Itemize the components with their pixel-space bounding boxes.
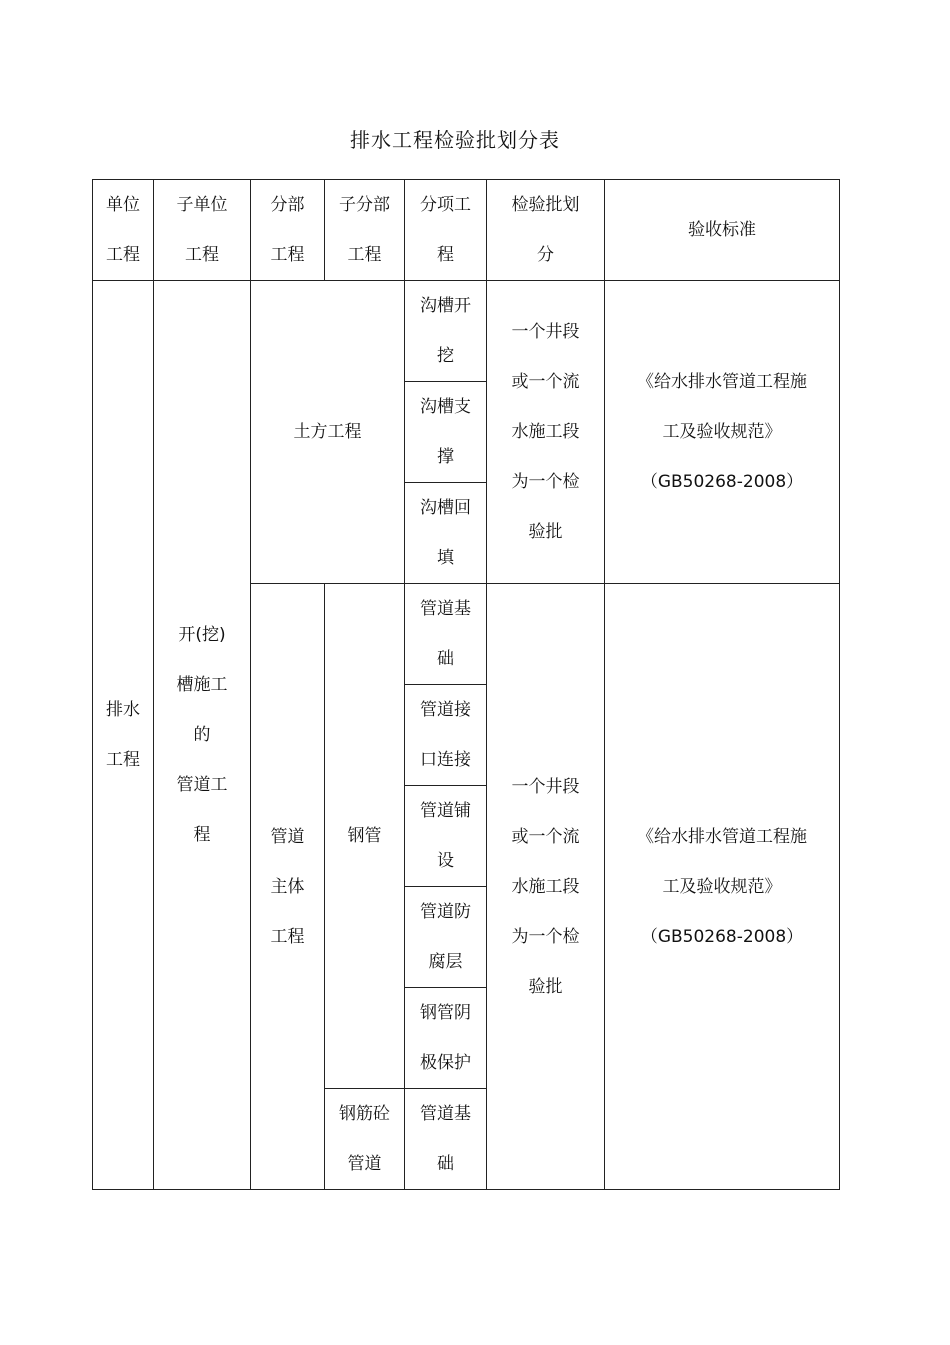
cell-item: 管道基 础 [405,1089,487,1190]
header-item: 分项工 程 [405,180,487,281]
cell-item: 管道接 口连接 [405,685,487,786]
cell-pipe-division: 管道 主体 工程 [251,584,325,1190]
table-row [93,281,840,382]
cell-item: 沟槽回 填 [405,483,487,584]
header-standard: 验收标准 [605,180,840,281]
cell-steel-subdivision: 钢管 [325,584,405,1089]
cell-unit: 排水 工程 [93,281,154,1190]
cell-pipe-standard: 《给水排水管道工程施 工及验收规范》 （GB50268-2008） [605,584,840,1190]
cell-earthwork-batch: 一个井段 或一个流 水施工段 为一个检 验批 [487,281,605,584]
header-division: 分部 工程 [251,180,325,281]
inspection-batch-table [92,179,840,1190]
header-row [93,180,840,281]
header-subunit: 子单位 工程 [154,180,251,281]
page-title: 排水工程检验批划分表 [350,128,560,152]
cell-item: 沟槽开 挖 [405,281,487,382]
cell-item: 沟槽支 撑 [405,382,487,483]
cell-item: 钢管阴 极保护 [405,988,487,1089]
cell-item: 管道基 础 [405,584,487,685]
cell-earthwork-division: 土方工程 [251,281,405,584]
cell-pipe-batch: 一个井段 或一个流 水施工段 为一个检 验批 [487,584,605,1190]
header-unit: 单位 工程 [93,180,154,281]
cell-item: 管道防 腐层 [405,887,487,988]
cell-earthwork-standard: 《给水排水管道工程施 工及验收规范》 （GB50268-2008） [605,281,840,584]
cell-item: 管道铺 设 [405,786,487,887]
header-batch: 检验批划 分 [487,180,605,281]
cell-subunit: 开(挖) 槽施工 的 管道工 程 [154,281,251,1190]
header-subdivision: 子分部 工程 [325,180,405,281]
cell-concrete-subdivision: 钢筋砼 管道 [325,1089,405,1190]
